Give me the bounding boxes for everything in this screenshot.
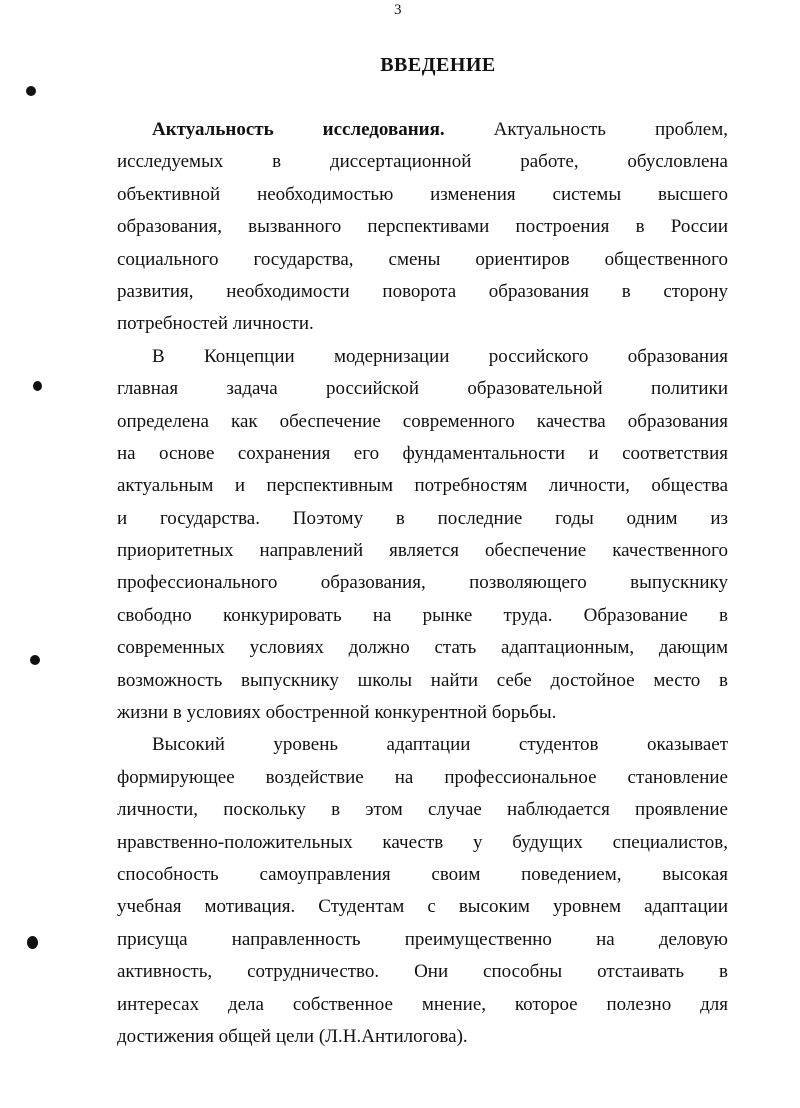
line-text: исследуемых в диссертационной работе, обусловлена <box>117 151 728 173</box>
document-body <box>117 114 728 1053</box>
text-line <box>117 567 728 599</box>
section-title: ВВЕДЕНИЕ <box>380 54 496 76</box>
text-line <box>117 891 728 923</box>
text-line <box>117 632 728 664</box>
text-line <box>117 179 728 211</box>
text-line <box>117 308 728 340</box>
text-line <box>117 1021 728 1053</box>
scan-blot <box>33 381 42 391</box>
line-text: свободно конкурировать на рынке труда. Образование в <box>117 604 728 626</box>
line-text: способность самоуправления своим поведением, высокая <box>117 863 728 885</box>
text-line <box>117 827 728 859</box>
text-line <box>117 114 728 146</box>
text-line <box>117 211 728 243</box>
text-line <box>117 762 728 794</box>
text-line <box>117 503 728 535</box>
text-line <box>117 146 728 178</box>
line-text: потребностей личности. <box>117 313 314 335</box>
scan-blot <box>30 655 40 665</box>
text-line <box>117 729 728 761</box>
scan-blot <box>26 86 36 96</box>
text-line <box>117 438 728 470</box>
line-text: интересах дела собственное мнение, которое полезно для <box>117 993 728 1015</box>
text-line <box>117 924 728 956</box>
line-text: учебная мотивация. Студентам с высоким уровнем адаптации <box>117 896 728 918</box>
text-line <box>117 794 728 826</box>
bold-lead: Актуальность исследования. <box>152 119 445 140</box>
line-text: личности, поскольку в этом случае наблюдается проявление <box>117 799 728 821</box>
line-text: Высокий уровень адаптации студентов оказывает <box>152 734 728 756</box>
line-text: социального государства, смены ориентиров общественного <box>117 248 728 270</box>
line-text: возможность выпускнику школы найти себе достойное место в <box>117 669 728 691</box>
line-text: присуща направленность преимущественно на деловую <box>117 928 728 950</box>
text-line <box>117 276 728 308</box>
text-line <box>117 956 728 988</box>
line-text: образования, вызванного перспективами построения в России <box>117 216 728 238</box>
text-line <box>117 470 728 502</box>
line-text: профессионального образования, позволяющего выпускнику <box>117 572 728 594</box>
text-line <box>117 341 728 373</box>
line-text: и государства. Поэтому в последние годы одним из <box>117 507 728 529</box>
text-line <box>117 665 728 697</box>
text-line <box>117 535 728 567</box>
text-line <box>117 989 728 1021</box>
line-text: главная задача российской образовательной политики <box>117 378 728 400</box>
line-text: формирующее воздействие на профессиональное становление <box>117 766 728 788</box>
text-line <box>117 600 728 632</box>
line-text: приоритетных направлений является обеспечение качественного <box>117 540 728 562</box>
line-text: активность, сотрудничество. Они способны отстаивать в <box>117 961 728 983</box>
scan-blot <box>27 936 38 949</box>
page-number: 3 <box>394 2 402 18</box>
line-text: В Концепции модернизации российского образования <box>152 345 728 367</box>
text-line <box>117 697 728 729</box>
text-line <box>117 406 728 438</box>
text-line <box>117 244 728 276</box>
line-text: на основе сохранения его фундаментальности и соответствия <box>117 442 728 464</box>
line-text: определена как обеспечение современного качества образования <box>117 410 728 432</box>
line-text: развития, необходимости поворота образования в сторону <box>117 280 728 302</box>
line-text: объективной необходимостью изменения системы высшего <box>117 183 728 205</box>
line-text: жизни в условиях обостренной конкурентной борьбы. <box>117 702 557 724</box>
text-line <box>117 373 728 405</box>
line-text: современных условиях должно стать адаптационным, дающим <box>117 637 728 659</box>
text-line <box>117 859 728 891</box>
line-text: актуальным и перспективным потребностям личности, общества <box>117 475 728 497</box>
line-text: нравственно-положительных качеств у будущих специалистов, <box>117 831 728 853</box>
line-text: достижения общей цели (Л.Н.Антилогова). <box>117 1025 468 1047</box>
line-text: Актуальность проблем, <box>444 119 728 140</box>
